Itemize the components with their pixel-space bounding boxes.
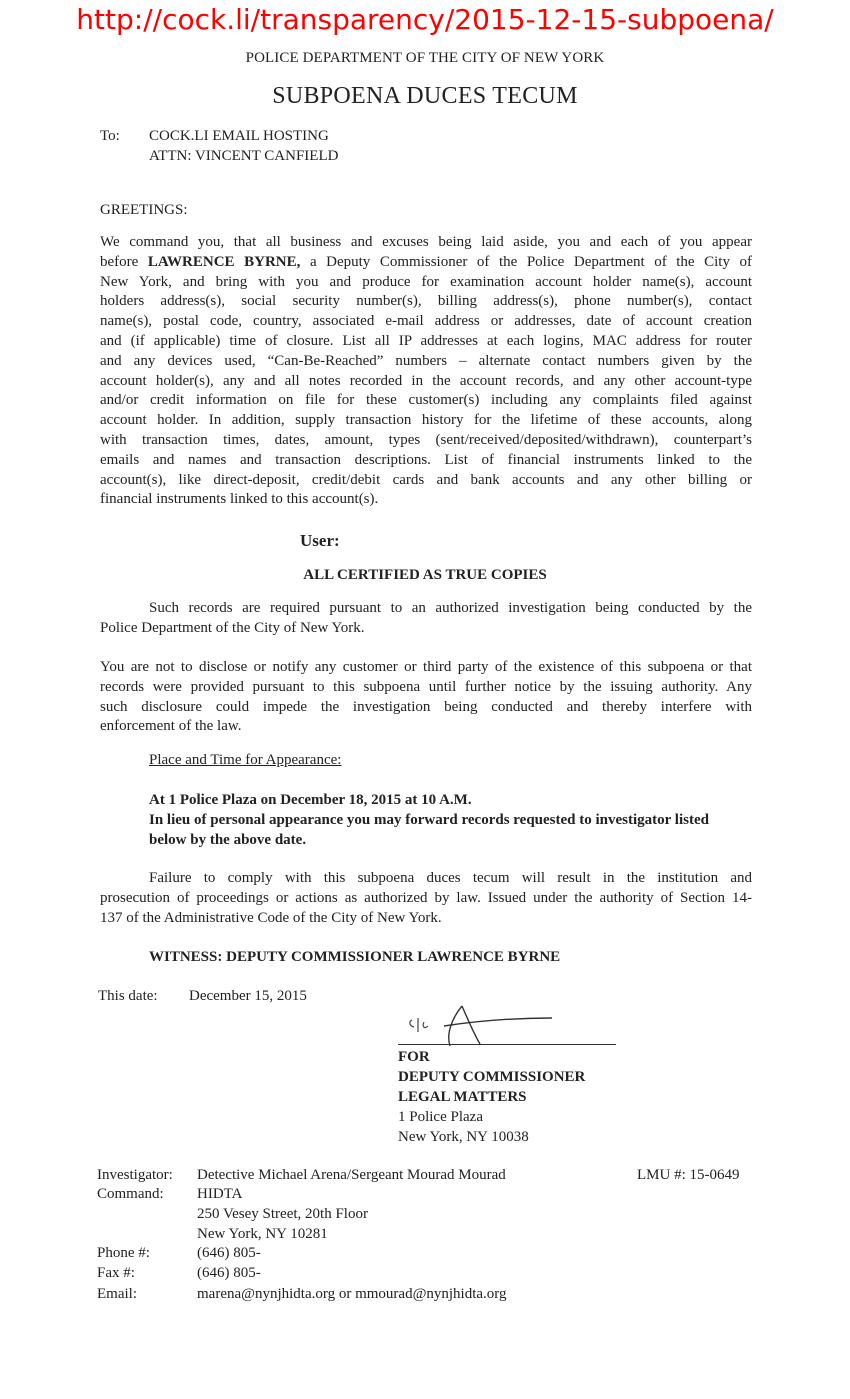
paragraph-line: You are not to disclose or notify any customer or third party of the existence of this subpoena or that (100, 659, 752, 675)
agency-header: POLICE DEPARTMENT OF THE CITY OF NEW YORK (245, 50, 605, 66)
command-address-line2: New York, NY 10281 (197, 1226, 328, 1242)
paragraph-line: Failure to comply with this subpoena duces tecum will result in the institution and (149, 870, 752, 886)
signature-division: LEGAL MATTERS (398, 1089, 527, 1105)
commissioner-name: LAWRENCE BYRNE, (147, 253, 301, 270)
fax-value: (646) 805- (197, 1265, 261, 1281)
paragraph-line: records were provided pursuant to this subpoena until further notice by the issuing authority. Any (100, 678, 752, 695)
paragraph-line: Police Department of the City of New York. (100, 619, 365, 636)
phone-label: Phone #: (97, 1245, 150, 1261)
paragraph-line: and/or credit information on file for these customer(s) including any complaints filed against (100, 392, 752, 409)
investigator-label: Investigator: (97, 1167, 173, 1183)
command-value: HIDTA (197, 1186, 243, 1202)
witness-line: WITNESS: DEPUTY COMMISSIONER LAWRENCE BYRNE (149, 949, 561, 965)
certified-heading: ALL CERTIFIED AS TRUE COPIES (303, 567, 547, 583)
recipient-attn: ATTN: VINCENT CANFIELD (149, 148, 339, 164)
date-value: December 15, 2015 (189, 988, 307, 1004)
user-label: User: (300, 531, 340, 550)
email-value: marena@nynjhidta.org or mmourad@nynjhidta.org (197, 1286, 507, 1302)
signature-image (400, 1000, 570, 1050)
paragraph-line: New York, and bring with you and produce for examination account holder name(s), account (100, 273, 752, 290)
paragraph-line: with transaction times, dates, amount, types (sent/received/deposited/withdrawn), counterpart’s (100, 431, 752, 448)
command-address-line1: 250 Vesey Street, 20th Floor (197, 1206, 368, 1222)
banner-url: http://cock.li/transparency/2015-12-15-subpoena/ (76, 3, 774, 36)
nondisclosure-paragraph (100, 658, 752, 737)
appearance-alternative: In lieu of personal appearance you may forward records requested to investigator listed (149, 812, 709, 828)
appearance-time: At 1 Police Plaza on December 18, 2015 at 10 A.M. (149, 792, 472, 808)
fax-label: Fax #: (97, 1265, 135, 1281)
paragraph-line: 137 of the Administrative Code of the City of New York. (100, 909, 442, 926)
signature-address-line1: 1 Police Plaza (398, 1109, 483, 1125)
paragraph-line: emails and names and transaction descriptions. List of financial instruments linked to the (100, 451, 752, 468)
paragraph-line: such disclosure could impede the investigation being conducted and thereby interfere with (100, 698, 752, 715)
recipient-name: COCK.LI EMAIL HOSTING (149, 128, 329, 144)
paragraph-line: account(s), like direct-deposit, credit/debit cards and bank accounts and any other billing or (100, 471, 752, 488)
paragraph-line: We command you, that all business and excuses being laid aside, you and each of you appear (100, 234, 752, 250)
paragraph-line: prosecution of proceedings or actions as authorized by law. Issued under the authority of Section 14- (100, 889, 752, 906)
records-paragraph (100, 599, 752, 639)
date-label: This date: (98, 988, 158, 1004)
signature-line (398, 1044, 616, 1045)
phone-value: (646) 805- (197, 1245, 261, 1261)
paragraph-line: financial instruments linked to this account(s). (100, 491, 379, 508)
failure-paragraph (100, 869, 752, 928)
paragraph-line: before LAWRENCE BYRNE, a Deputy Commissioner of the Police Department of the City of (100, 253, 753, 270)
signature-for: FOR (398, 1049, 430, 1065)
command-paragraph (100, 233, 752, 510)
signature-title: DEPUTY COMMISSIONER (398, 1069, 586, 1085)
paragraph-line: enforcement of the law. (100, 718, 242, 735)
lmu-number: LMU #: 15-0649 (637, 1167, 740, 1183)
paragraph-line: Such records are required pursuant to an authorized investigation being conducted by the (149, 600, 752, 616)
signature-address-line2: New York, NY 10038 (398, 1129, 529, 1145)
appearance-deadline: below by the above date. (149, 832, 307, 848)
greetings: GREETINGS: (100, 202, 188, 218)
investigator-value: Detective Michael Arena/Sergeant Mourad Mourad (197, 1167, 506, 1183)
paragraph-line: and (if applicable) time of closure. List all IP addresses at each logins, MAC address for router (100, 332, 752, 349)
paragraph-line: account holder. In addition, supply transaction history for the lifetime of these accounts, along (100, 412, 752, 429)
to-label: To: (100, 128, 120, 144)
paragraph-line: and any devices used, “Can-Be-Reached” numbers – alternate contact numbers given by the (100, 352, 752, 369)
command-label: Command: (97, 1186, 164, 1202)
document-title: SUBPOENA DUCES TECUM (272, 83, 578, 109)
appearance-heading: Place and Time for Appearance: (149, 752, 342, 768)
paragraph-line: name(s), postal code, country, associated e-mail address or addresses, date of account creation (100, 313, 752, 330)
paragraph-line: holders address(s), social security number(s), billing address(s), phone number(s), contact (100, 293, 752, 310)
paragraph-line: account holder(s), any and all notes recorded in the account records, and any other account-type (100, 372, 752, 389)
email-label: Email: (97, 1286, 137, 1302)
